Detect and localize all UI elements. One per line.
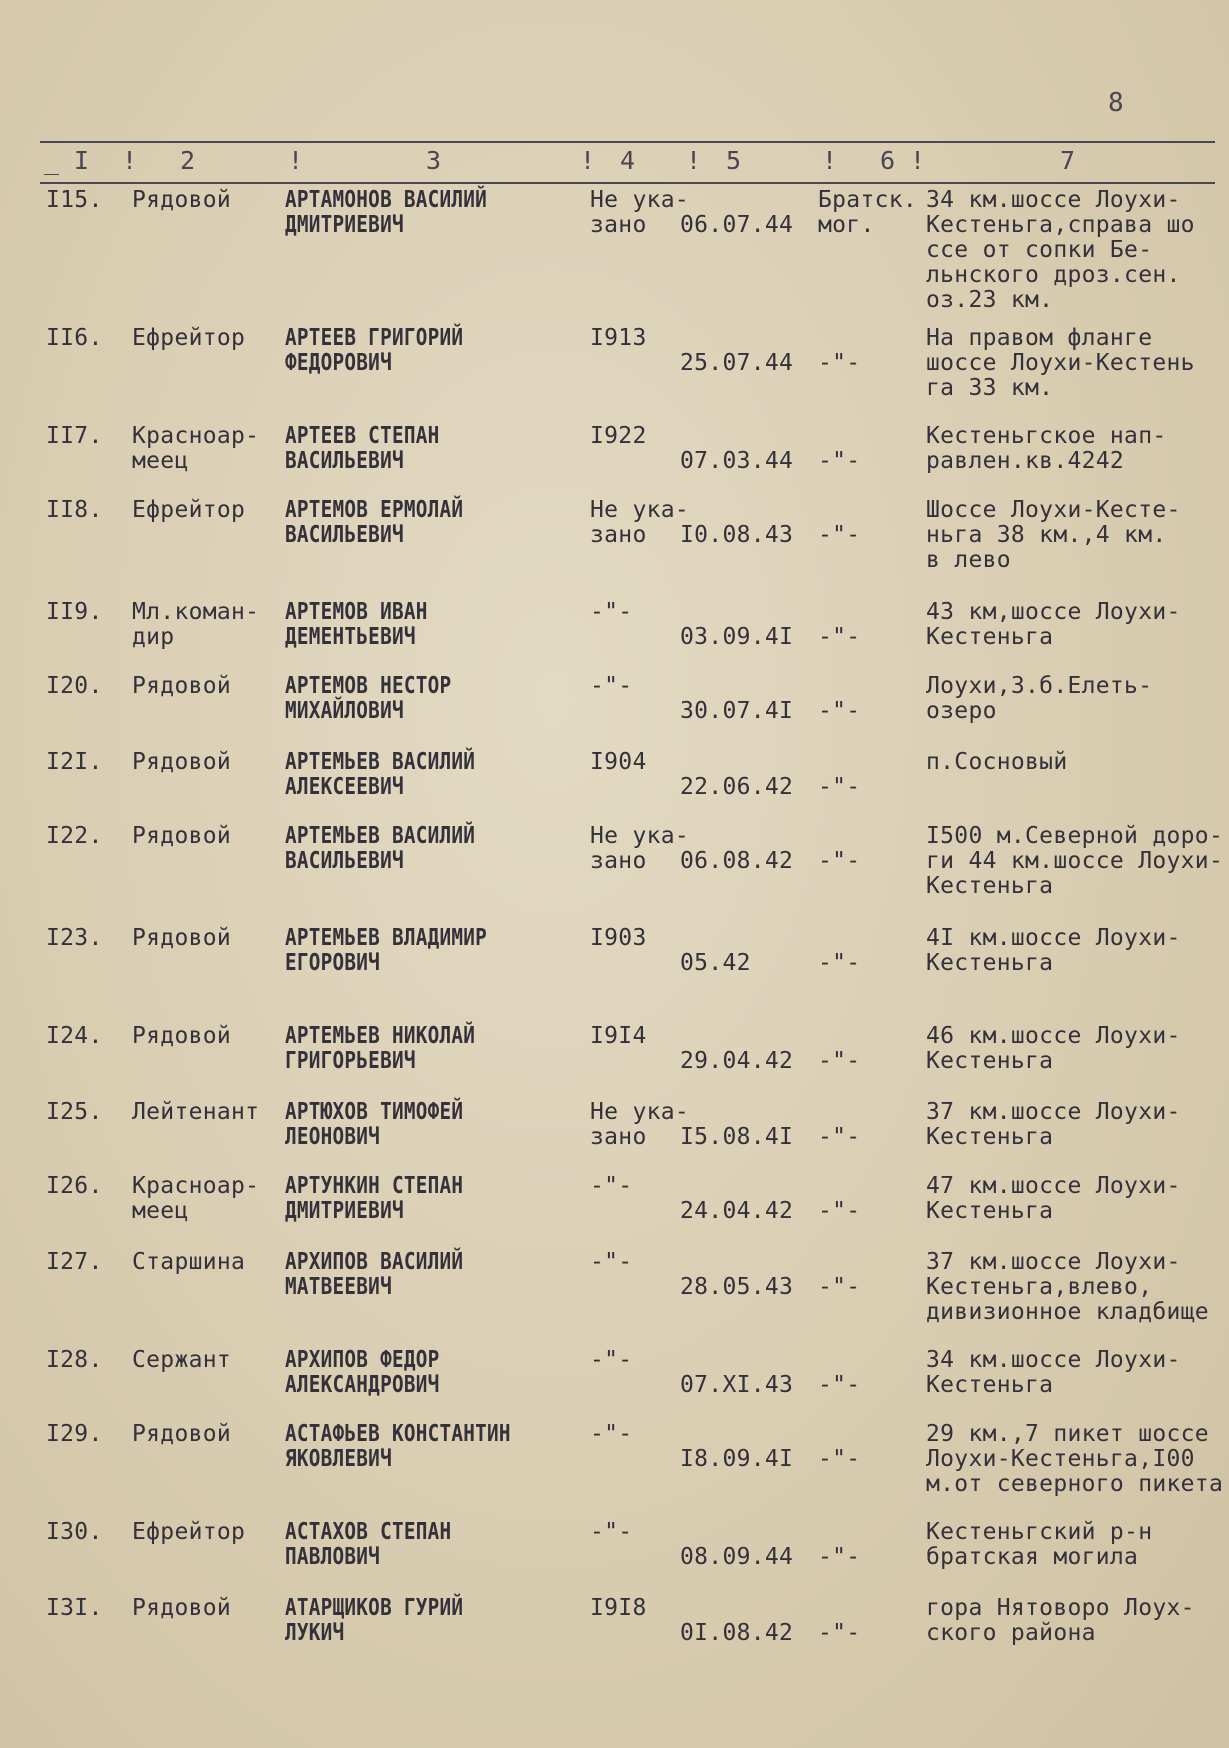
burial-type: -"- — [818, 1274, 861, 1300]
birth-year — [590, 1250, 680, 1275]
place-line: Кестеньга — [926, 873, 1054, 899]
header-separator: ! — [122, 146, 138, 175]
rank-line: Ефрейтор — [132, 497, 246, 523]
full-name — [285, 326, 585, 376]
place-line: льнского дроз.сен. — [926, 262, 1181, 288]
military-rank — [132, 1250, 282, 1275]
place-line: шоссе Лоухи-Кестень — [926, 350, 1195, 376]
full-name — [285, 1422, 585, 1472]
name-line: АРТЮХОВ ТИМОФЕЙ — [285, 1099, 464, 1125]
name-line: МАТВЕЕВИЧ — [285, 1274, 392, 1300]
death-date: I0.08.43 — [680, 522, 794, 548]
military-rank — [132, 824, 282, 849]
burial-place — [926, 926, 1226, 976]
year-line: -"- — [590, 673, 633, 699]
place-line: в лево — [926, 547, 1011, 573]
year-line: -"- — [590, 1519, 633, 1545]
birth-year — [590, 497, 690, 548]
name-line: АРТЕМЬЕВ ВЛАДИМИР — [285, 925, 488, 951]
record-number: I28. — [46, 1347, 103, 1373]
header-separator: ! — [288, 146, 304, 175]
death-date: 22.06.42 — [680, 774, 794, 800]
name-line: АРТЕМОВ НЕСТОР — [285, 673, 452, 699]
death-date: 05.42 — [680, 950, 751, 976]
death-date: 28.05.43 — [680, 1274, 794, 1300]
rank-line: Сержант — [132, 1347, 232, 1373]
place-line: озеро — [926, 698, 997, 724]
name-line: ЯКОВЛЕВИЧ — [285, 1446, 392, 1472]
record-number: II7. — [46, 423, 103, 449]
birth-year — [590, 1596, 680, 1621]
name-line: АСТАХОВ СТЕПАН — [285, 1519, 452, 1545]
record-number: I2I. — [46, 749, 103, 775]
header-separator: _ — [44, 146, 60, 175]
birth-year — [590, 674, 680, 699]
burial-place — [926, 1596, 1226, 1646]
birth-year — [590, 600, 680, 625]
place-line: 4I км.шоссе Лоухи- — [926, 925, 1181, 951]
death-date: 06.07.44 — [680, 212, 794, 238]
name-line: ЛУКИЧ — [285, 1620, 345, 1646]
place-line: гора Нятоворо Лоух- — [926, 1595, 1195, 1621]
full-name — [285, 1520, 585, 1570]
burial-place — [926, 1250, 1226, 1325]
year-line: I904 — [590, 749, 647, 775]
header-separator: ! — [910, 146, 926, 175]
rank-line: Рядовой — [132, 1421, 232, 1447]
burial-place — [926, 1174, 1226, 1224]
record-number: I23. — [46, 925, 103, 951]
record-number: II8. — [46, 497, 103, 523]
record-number: I20. — [46, 673, 103, 699]
military-rank — [132, 1348, 282, 1373]
burial-place — [926, 824, 1226, 899]
year-line: I913 — [590, 325, 647, 351]
full-name — [285, 1250, 585, 1300]
place-line: Кестеньга — [926, 1198, 1054, 1224]
place-line: братская могила — [926, 1544, 1139, 1570]
header-col-2: 2 — [180, 146, 196, 175]
name-line: АРХИПОВ ФЕДОР — [285, 1347, 440, 1373]
record-number: I22. — [46, 823, 103, 849]
death-date: 08.09.44 — [680, 1544, 794, 1570]
full-name — [285, 1596, 585, 1646]
rank-line: Рядовой — [132, 1595, 232, 1621]
name-line: АТАРЩИКОВ ГУРИЙ — [285, 1595, 464, 1621]
death-date: 24.04.42 — [680, 1198, 794, 1224]
burial-type: -"- — [818, 1544, 861, 1570]
record-number: II9. — [46, 599, 103, 625]
burial-place — [926, 1024, 1226, 1074]
record-number: I15. — [46, 187, 103, 213]
place-line: 34 км.шоссе Лоухи- — [926, 1347, 1181, 1373]
birth-year — [590, 1174, 680, 1199]
place-line: Кестеньга,влево, — [926, 1274, 1153, 1300]
birth-year — [590, 326, 680, 351]
burial-place — [926, 600, 1226, 650]
death-date: I5.08.4I — [680, 1124, 794, 1150]
header-col-6: 6 — [880, 146, 896, 175]
full-name — [285, 926, 585, 976]
burial-type: -"- — [818, 1446, 861, 1472]
year-line: I922 — [590, 423, 647, 449]
name-line: АРТЕМОВ ЕРМОЛАЙ — [285, 497, 464, 523]
header-separator: ! — [686, 146, 702, 175]
rank-line: Мл.коман- — [132, 599, 260, 625]
place-line: Кестеньга — [926, 624, 1054, 650]
record-number: I27. — [46, 1249, 103, 1275]
military-rank — [132, 498, 282, 523]
rank-line: Лейтенант — [132, 1099, 260, 1125]
record-number: I24. — [46, 1023, 103, 1049]
name-line: ДМИТРИЕВИЧ — [285, 212, 404, 238]
burial-type: -"- — [818, 774, 861, 800]
header-top-rule — [40, 141, 1215, 143]
death-date: 29.04.42 — [680, 1048, 794, 1074]
record-number: I25. — [46, 1099, 103, 1125]
burial-type: -"- — [818, 950, 861, 976]
rank-line: Красноар- — [132, 1173, 260, 1199]
military-rank — [132, 1024, 282, 1049]
rank-line: Красноар- — [132, 423, 260, 449]
death-date: 07.XI.43 — [680, 1372, 794, 1398]
record-number: I30. — [46, 1519, 103, 1545]
military-rank — [132, 926, 282, 951]
burial-type: -"- — [818, 1620, 861, 1646]
death-date: 30.07.4I — [680, 698, 794, 724]
burial-type: -"- — [818, 1198, 861, 1224]
military-rank — [132, 1520, 282, 1545]
year-line: -"- — [590, 599, 633, 625]
burial-place — [926, 188, 1226, 313]
full-name — [285, 824, 585, 874]
place-line: Кестеньга — [926, 950, 1054, 976]
year-line: -"- — [590, 1173, 633, 1199]
burial-place — [926, 674, 1226, 724]
burial-place — [926, 1348, 1226, 1398]
header-col-3: 3 — [426, 146, 442, 175]
burial-type: -"- — [818, 848, 861, 874]
header-bottom-rule — [40, 182, 1215, 184]
military-rank — [132, 1596, 282, 1621]
place-line: дивизионное кладбище — [926, 1299, 1209, 1325]
place-line: Кестеньга — [926, 1372, 1054, 1398]
name-line: АЛЕКСАНДРОВИЧ — [285, 1372, 440, 1398]
military-rank — [132, 1422, 282, 1447]
rank-line: Старшина — [132, 1249, 246, 1275]
birth-year — [590, 823, 690, 874]
place-line: равлен.кв.4242 — [926, 448, 1125, 474]
year-line: I9I4 — [590, 1023, 647, 1049]
full-name — [285, 1348, 585, 1398]
birth-year — [590, 424, 680, 449]
year-line: зано — [590, 848, 647, 874]
military-rank — [132, 424, 282, 474]
burial-place — [926, 498, 1226, 573]
header-col-4: 4 — [620, 146, 636, 175]
year-line: Не ука- — [590, 1099, 690, 1125]
name-line: ЕГОРОВИЧ — [285, 950, 381, 976]
full-name — [285, 750, 585, 800]
birth-year — [590, 750, 680, 775]
military-rank — [132, 1174, 282, 1224]
full-name — [285, 674, 585, 724]
name-line: АРТЕМЬЕВ ВАСИЛИЙ — [285, 749, 476, 775]
name-line: АРТУНКИН СТЕПАН — [285, 1173, 464, 1199]
year-line: -"- — [590, 1347, 633, 1373]
place-line: ссе от сопки Бе- — [926, 237, 1153, 263]
header-col-5: 5 — [726, 146, 742, 175]
year-line: -"- — [590, 1421, 633, 1447]
burial-place — [926, 1422, 1226, 1497]
record-number: I29. — [46, 1421, 103, 1447]
name-line: АРТАМОНОВ ВАСИЛИЙ — [285, 187, 488, 213]
rank-line: Рядовой — [132, 673, 232, 699]
name-line: ВАСИЛЬЕВИЧ — [285, 848, 404, 874]
name-line: АРТЕЕВ СТЕПАН — [285, 423, 440, 449]
rank-line: меец — [132, 448, 189, 474]
place-line: м.от северного пикета — [926, 1471, 1224, 1497]
year-line: -"- — [590, 1249, 633, 1275]
birth-year — [590, 1520, 680, 1545]
name-line: ВАСИЛЬЕВИЧ — [285, 448, 404, 474]
name-line: МИХАЙЛОВИЧ — [285, 698, 404, 724]
header-separator: ! — [580, 146, 596, 175]
birth-year — [590, 1024, 680, 1049]
full-name — [285, 600, 585, 650]
rank-line: Рядовой — [132, 1023, 232, 1049]
name-line: ЛЕОНОВИЧ — [285, 1124, 381, 1150]
place-line: ского района — [926, 1620, 1096, 1646]
birth-year — [590, 926, 680, 951]
place-line: Кестеньга — [926, 1048, 1054, 1074]
year-line: Не ука- — [590, 187, 690, 213]
rank-line: Рядовой — [132, 823, 232, 849]
place-line: га 33 км. — [926, 375, 1054, 401]
birth-year — [590, 187, 690, 238]
burial-type: -"- — [818, 1048, 861, 1074]
rank-line: дир — [132, 624, 175, 650]
full-name — [285, 498, 585, 548]
place-line: 46 км.шоссе Лоухи- — [926, 1023, 1181, 1049]
death-date: 07.03.44 — [680, 448, 794, 474]
burial-type: -"- — [818, 698, 861, 724]
year-line: I903 — [590, 925, 647, 951]
full-name — [285, 1174, 585, 1224]
rank-line: Ефрейтор — [132, 325, 246, 351]
burial-place — [926, 1520, 1226, 1570]
record-number: I3I. — [46, 1595, 103, 1621]
name-line: АРТЕЕВ ГРИГОРИЙ — [285, 325, 464, 351]
place-line: I500 м.Северной доро- — [926, 823, 1224, 849]
header-col-1: I — [74, 146, 90, 175]
year-line: зано — [590, 212, 647, 238]
name-line: АЛЕКСЕЕВИЧ — [285, 774, 404, 800]
full-name — [285, 188, 585, 238]
military-rank — [132, 1100, 282, 1125]
full-name — [285, 424, 585, 474]
rank-line: Рядовой — [132, 749, 232, 775]
death-date: 0I.08.42 — [680, 1620, 794, 1646]
place-line: Шоссе Лоухи-Kесте- — [926, 497, 1181, 523]
place-line: 34 км.шоссе Лоухи- — [926, 187, 1181, 213]
military-rank — [132, 188, 282, 213]
name-line: ГРИГОРЬЕВИЧ — [285, 1048, 416, 1074]
place-line: Кестеньгский р-н — [926, 1519, 1153, 1545]
burial-type: -"- — [818, 522, 861, 548]
year-line: I9I8 — [590, 1595, 647, 1621]
burial-place — [926, 326, 1226, 401]
header-separator: ! — [822, 146, 838, 175]
birth-year — [590, 1422, 680, 1447]
burial-place — [926, 750, 1226, 775]
birth-year — [590, 1099, 690, 1150]
year-line: Не ука- — [590, 497, 690, 523]
page-number: 8 — [1108, 88, 1124, 118]
military-rank — [132, 674, 282, 699]
name-line: ВАСИЛЬЕВИЧ — [285, 522, 404, 548]
place-line: 37 км.шоссе Лоухи- — [926, 1249, 1181, 1275]
name-line: ПАВЛОВИЧ — [285, 1544, 381, 1570]
burial-type: -"- — [818, 1372, 861, 1398]
year-line: Не ука- — [590, 823, 690, 849]
place-line: ги 44 км.шоссе Лоухи- — [926, 848, 1224, 874]
military-rank — [132, 750, 282, 775]
place-line: 37 км.шоссе Лоухи- — [926, 1099, 1181, 1125]
year-line: зано — [590, 522, 647, 548]
place-line: Кестеньга — [926, 1124, 1054, 1150]
burial-type: -"- — [818, 1124, 861, 1150]
place-line: Лоухи,3.б.Елеть- — [926, 673, 1153, 699]
death-date: 06.08.42 — [680, 848, 794, 874]
header-col-7: 7 — [1060, 146, 1076, 175]
birth-year — [590, 1348, 680, 1373]
record-number: II6. — [46, 325, 103, 351]
name-line: АРТЕМОВ ИВАН — [285, 599, 428, 625]
rank-line: меец — [132, 1198, 189, 1224]
place-line: 43 км,шоссе Лоухи- — [926, 599, 1181, 625]
name-line: АРХИПОВ ВАСИЛИЙ — [285, 1249, 464, 1275]
name-line: АСТАФЬЕВ КОНСТАНТИН — [285, 1421, 511, 1447]
place-line: Кестеньга,справа шо — [926, 212, 1195, 238]
place-line: 47 км.шоссе Лоухи- — [926, 1173, 1181, 1199]
burial-place — [926, 424, 1226, 474]
rank-line: Рядовой — [132, 925, 232, 951]
death-date: I8.09.4I — [680, 1446, 794, 1472]
death-date: 25.07.44 — [680, 350, 794, 376]
place-line: Лоухи-Кестеньга,I00 — [926, 1446, 1195, 1472]
place-line: На правом фланге — [926, 325, 1153, 351]
burial-type: -"- — [818, 448, 861, 474]
name-line: АРТЕМЬЕВ ВАСИЛИЙ — [285, 823, 476, 849]
place-line: Кестеньгское нап- — [926, 423, 1167, 449]
burial-type: -"- — [818, 624, 861, 650]
place-line: ньга 38 км.,4 км. — [926, 522, 1167, 548]
year-line: зано — [590, 1124, 647, 1150]
full-name — [285, 1024, 585, 1074]
military-rank — [132, 600, 282, 650]
burial-type: Братск. мог. — [818, 187, 918, 238]
record-number: I26. — [46, 1173, 103, 1199]
name-line: ФЕДОРОВИЧ — [285, 350, 392, 376]
column-header-row — [0, 146, 1229, 180]
burial-type: -"- — [818, 350, 861, 376]
rank-line: Ефрейтор — [132, 1519, 246, 1545]
military-rank — [132, 326, 282, 351]
name-line: ДМИТРИЕВИЧ — [285, 1198, 404, 1224]
rank-line: Рядовой — [132, 187, 232, 213]
full-name — [285, 1100, 585, 1150]
place-line: п.Сосновый — [926, 749, 1068, 775]
name-line: ДЕМЕНТЬЕВИЧ — [285, 624, 416, 650]
place-line: 29 км.,7 пикет шоссе — [926, 1421, 1209, 1447]
name-line: АРТЕМЬЕВ НИКОЛАЙ — [285, 1023, 476, 1049]
burial-place — [926, 1100, 1226, 1150]
death-date: 03.09.4I — [680, 624, 794, 650]
place-line: оз.23 км. — [926, 287, 1054, 313]
